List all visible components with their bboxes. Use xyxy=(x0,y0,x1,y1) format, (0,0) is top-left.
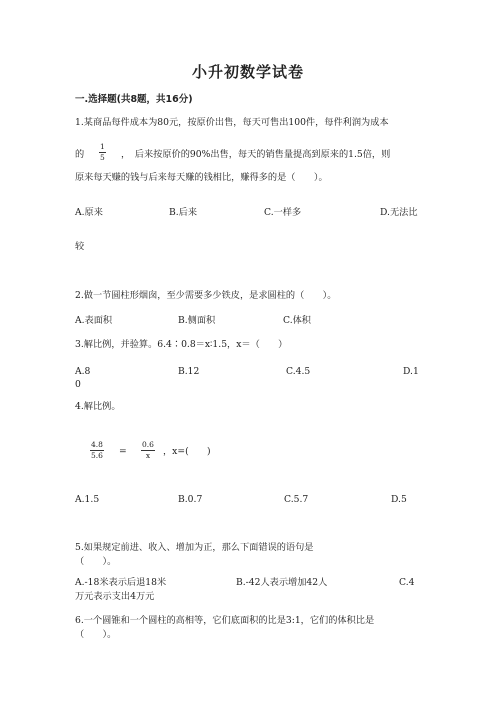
q3-option-d-wrap: 0 xyxy=(75,379,81,390)
q5-option-a[interactable]: A.-18米表示后退18米 xyxy=(75,577,167,588)
page-title: 小升初数学试卷 xyxy=(191,63,304,81)
q4-option-a[interactable]: A.1.5 xyxy=(75,494,100,505)
q4-fraction-right xyxy=(141,441,155,461)
q2-text: 2.做一节圆柱形烟囱，至少需要多少铁皮，是求圆柱的（ ）。 xyxy=(75,290,337,301)
q1-line-1: 1.某商品每件成本为80元，按原价出售，每天可售出100件，每件利润为成本 xyxy=(75,117,389,128)
q2-option-c[interactable]: C.体积 xyxy=(283,315,311,326)
q1-fraction xyxy=(99,143,106,163)
q1-option-d-wrap: 较 xyxy=(75,241,85,252)
q5-option-c[interactable]: C.4 xyxy=(399,577,415,588)
q6-line-1: 6.一个圆锥和一个圆柱的高相等，它们底面积的比是3:1，它们的体积比是 xyxy=(75,615,375,626)
q1-option-a[interactable]: A.原来 xyxy=(75,207,103,218)
q3-option-d[interactable]: D.1 xyxy=(403,366,419,377)
q4-fraction-right-numerator: 0.6 xyxy=(142,440,154,449)
q4-fraction-left xyxy=(90,441,104,461)
q4-fraction-right-denominator: x xyxy=(145,451,151,461)
q2-option-b[interactable]: B.侧面积 xyxy=(178,315,216,326)
q3-option-b[interactable]: B.12 xyxy=(178,366,200,377)
q4-text: 4.解比例。 xyxy=(75,401,121,412)
q2-option-a[interactable]: A.表面积 xyxy=(75,315,113,326)
q5-option-c-wrap: 万元表示支出4万元 xyxy=(75,591,155,602)
q5-line-1: 5.如果规定前进、收入、增加为正，那么下面错误的语句是 xyxy=(75,542,314,553)
q6-line-2: （ ）。 xyxy=(75,629,117,640)
q1-option-d[interactable]: D.无法比 xyxy=(380,207,418,218)
q3-text: 3.解比例，并验算。6.4∶0.8＝x∶1.5，x＝（ ） xyxy=(75,339,288,350)
q4-tail: ，x=( ) xyxy=(163,446,211,457)
q4-option-c[interactable]: C.5.7 xyxy=(284,494,309,505)
q5-line-2: （ ）。 xyxy=(75,556,117,567)
q1-line-2-start: 的 xyxy=(75,149,85,160)
q1-fraction-denominator: 5 xyxy=(100,153,105,163)
q1-line-2-end: ， 后来按原价的90%出售，每天的销售量提高到原来的1.5倍，则 xyxy=(121,149,391,160)
q5-option-b[interactable]: B.-42人表示增加42人 xyxy=(236,577,328,588)
q4-equals: = xyxy=(119,446,127,457)
q1-fraction-numerator: 1 xyxy=(100,142,105,151)
section-heading: 一.选择题(共8题，共16分) xyxy=(75,94,193,105)
q1-line-3: 原来每天赚的钱与后来每天赚的钱相比，赚得多的是（ ）。 xyxy=(75,172,328,183)
q1-option-c[interactable]: C.一样多 xyxy=(264,207,302,218)
q4-option-d[interactable]: D.5 xyxy=(391,494,407,505)
q3-option-a[interactable]: A.8 xyxy=(75,366,91,377)
q1-option-b[interactable]: B.后来 xyxy=(169,207,198,218)
q4-option-b[interactable]: B.0.7 xyxy=(178,494,203,505)
q4-fraction-left-numerator: 4.8 xyxy=(91,440,103,449)
q4-fraction-left-denominator: 5.6 xyxy=(91,451,103,461)
q3-option-c[interactable]: C.4.5 xyxy=(286,366,311,377)
